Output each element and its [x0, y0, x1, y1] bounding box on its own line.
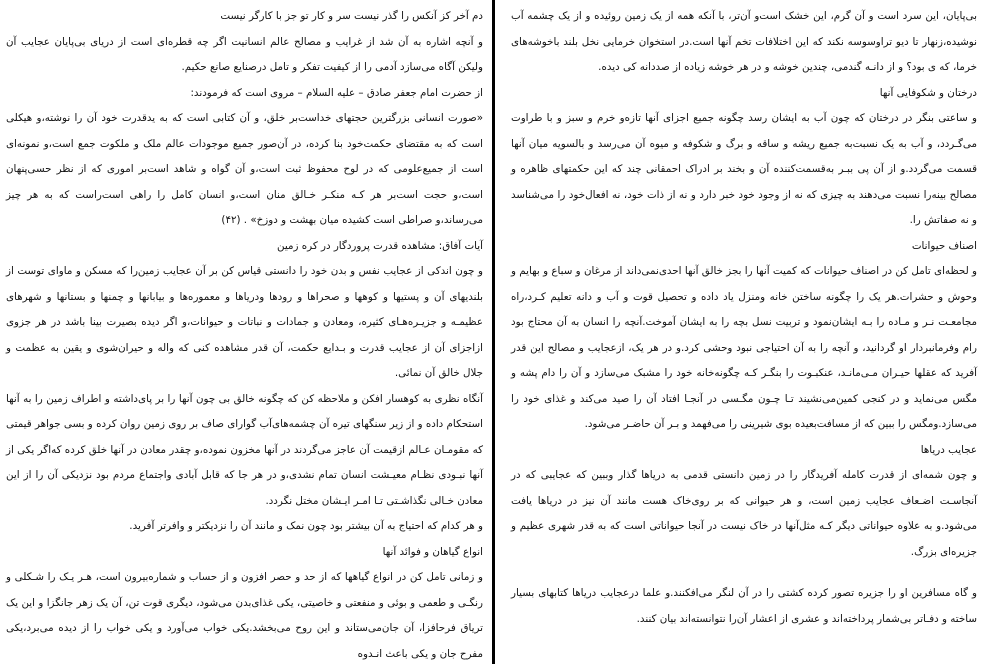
- paragraph: آنگاه نظری به کوهسار افکن و ملاحظه کن که چگونه خالق بی چون آنها را بر پای‌داشته و اطراف زمین را به آنها استحکام داده و از زیر سنگهای تیره آن چشمه‌های‌آب گوارای صاف بر روی زمین روان کرده و بسی جواهر قیمتی که مقومـان عـالم ازقیمت آن عاجز می‌گردند در آنها مخزون نموده،و چقدر معادن در آنها خلق کرده که‌اگر یکی از آنها نبـودی نظـام معیـشت انسان تمام نشدی،و در هر جا که قابل آبادی واجتماع مردم بود نزدیکی آن را از این معادن خـالی نگذاشـتی تـا امـر ایـشان مختل نگردد.: [6, 392, 483, 507]
- verse-line: دم آخر کز آنکس را گذر نیست سر و کار تو جز با کارگر نیست: [220, 10, 483, 22]
- paragraph: و چون اندکی از عجایب نفس و بدن خود را دانستی قیاس کن بر آن عجایب زمین‌را که مسکن و ماوای توست از بلندیهای آن و پستیها و کوهها و صحراها و رودها ودریاها و معموره‌ها و بیابانها و چمنها و بستانها و شهرهای عظیمـه و جزیـره‌هـای کثیره، ومعادن و جمادات و نباتات و حیوانات،و اگر دیده بصیرت بینا باشد در هر جزوی ازاجزای آن از عجایب قدرت و بـدایع حکمت، آن قدر مشاهده کنی که واله و حیران‌شوی و یقین به عظمت و جلال خالق آن نمائی.: [6, 265, 483, 379]
- section-heading: آیات آفاق: مشاهده قدرت پروردگار در کره زمین: [277, 239, 483, 252]
- paragraph: و زمانی تامل کن در انواع گیاهها که از حد و حصر افزون و از حساب و شماره‌بیرون است، هـر یـک را شـکلی و رنگـی و طعمی و بوئی و منفعتی و خاصیتی، یکی غذای‌بدن می‌شود، دیگری قوت تن، آن یک زهر جانگزا و این یک تریاق فرحافزا، آن جان‌می‌ستاند و این روح می‌بخشد.یکی خواب می‌آورد و یکی خواب را از دیده می‌برد،یکی مفرح جان و یکی باعث انـدوه: [6, 571, 483, 660]
- section-heading: درختان و شکوفایی آنها: [879, 86, 977, 99]
- section-heading: اصناف حیوانات: [911, 239, 977, 252]
- paragraph: و لحظه‌ای تامل کن در اصناف حیوانات که کمیت آنها را بجز خالق آنها احدی‌نمی‌داند از مرغان و سباع و بهایم و وحوش و حشرات.هر یک را چگونه ساختن خانه ومنزل یاد داده و تحصیل قوت و آب و دانه تعلیم کـرد،راه مجامعـت نـر و مـاده را بـه ایشان‌نمود و تربیت نسل بچه را به ایشان آموخت.آنچه را انسان به آن محتاج بود رام وفرمانبردار او گردانید، و آنچه را به آن احتیاجی نبود وحشی کرد.و در هر یک، ازعجایب و مصالح این قدر آفرید که عقلها حیـران مـی‌مانـد، عنکبـوت را بنگـر کـه چگونه‌خانه خود را مشبک می‌سازد و آن را دام پشه و مگس می‌نماید و در کنجی کمین‌می‌نشیند تـا چـون مگـسی در آنجـا افتاد آن را صید می‌کند و غذای خود را می‌سازد.ومگس را ببین که از مسافت‌بعیده بوی شیرینی را می‌فهمد و بـر آن حاضـر می‌شود.: [511, 265, 977, 430]
- paragraph: و چون شمه‌ای از قدرت کامله آفریدگار را در زمین دانستی قدمی به دریاها گذار وببین که عجایبی که در آنجاسـت اضـعاف عجایب زمین است، و هر حیوانی که بر روی‌خاک هست مانند آن نیز در دریاها یافت می‌شود.و به علاوه حیواناتی دیگر کـه مثل‌آنها در خاک نیست در آنجا حیواناتی است که به قدر شهری عظیم و جزیره‌ای بزرگ.: [511, 469, 977, 558]
- paragraph: و آنچه اشاره به آن شد از غرایب و مصالح عالم انسانیت اگر چه قطره‌ای است از دریای بی‌پایان عجایب آن ولیکن آگاه می‌سازد آدمی را از کیفیت تفکر و تامل درصنایع صانع حکیم.: [6, 35, 483, 73]
- paragraph: بی‌پایان، این سرد است و آن گرم، این خشک است‌و آن‌تر، با آنکه همه از یک زمین روئیده و از یک چشمه آب نوشیده،زنهار تا دیو تراوسوسه نکند که این اختلافات تخم آنها است.در استخوان خرمایی نخل بلند باخوشه‌های خرما، که ی بود؟ و از دانـه گندمی، چندین خوشه و در هر خوشه زیاده از صددانه کی دیده.: [511, 10, 977, 73]
- page-divider: [492, 0, 495, 664]
- narration-intro: از حضرت امام جعفر صادق – علیه السلام – مروی است که فرمودند:: [190, 86, 483, 99]
- paragraph: و گاه مسافرین او را جزیره تصور کرده کشتی را در آن لنگر می‌افکنند.و علما درعجایب دریاها کتابهای بسیار ساخته و دفـاتر بی‌شمار پرداخته‌اند و عشری از اعشار آن‌را نتوانسته‌اند بیان کنند.: [511, 587, 977, 625]
- paragraph-gap: [511, 565, 977, 581]
- paragraph: و ساعتی بنگر در درختان که چون آب به ایشان رسد چگونه جمیع اجزای آنها تازه‌و خرم و سبز و با طراوت می‌گـردد، و آب به یک نسبت‌به جمیع ریشه و ساقه و برگ و شکوفه و میوه آن می‌رسد و بالسویه میان آنها قسمت می‌گردد.و از آن پی ببـر به‌قسمت‌کننده آن و بخند بر ادراک احمقانی چند که این حکمتهای ظاهره و مصالح بینه‌را نسبت می‌دهند به چیزی که نه از وجود خود خبر دارد و نه از ذات خود، نه افعال‌خود را می‌شناسد و نه صفاتش را.: [511, 112, 977, 226]
- right-page: [497, 0, 987, 664]
- hadith-quote: «صورت انسانی بزرگترین حجتهای خداست‌بر خلق، و آن کتابی است که به یدقدرت خود آن را نوشته،و هیکلی است که به مقتضای حکمت‌خود بنا کرده، در آن‌صور جمیع موجودات عالم ملک و ملکوت جمع است،و نمونه‌ای است از جمیع‌علومی که در لوح محفوظ ثبت است،و آن گواه و شاهد است‌بر اموری که از نظر حسی‌پنهان است،و حجت است‌بر هر کـه منکـر خـالق منان است،و انسان کامل را راهی است‌راست که به هر چیز می‌رساند،و صراطی است کشیده میان بهشت و دوزخ» . (۴۲): [6, 112, 483, 226]
- section-heading: عجایب دریاها: [920, 443, 977, 456]
- section-heading: انواع گیاهان و فوائد آنها: [382, 545, 483, 558]
- paragraph: و هر کدام که احتیاج به آن بیشتر بود چون نمک و مانند آن را نزدیکتر و وافرتر آفرید.: [129, 520, 483, 532]
